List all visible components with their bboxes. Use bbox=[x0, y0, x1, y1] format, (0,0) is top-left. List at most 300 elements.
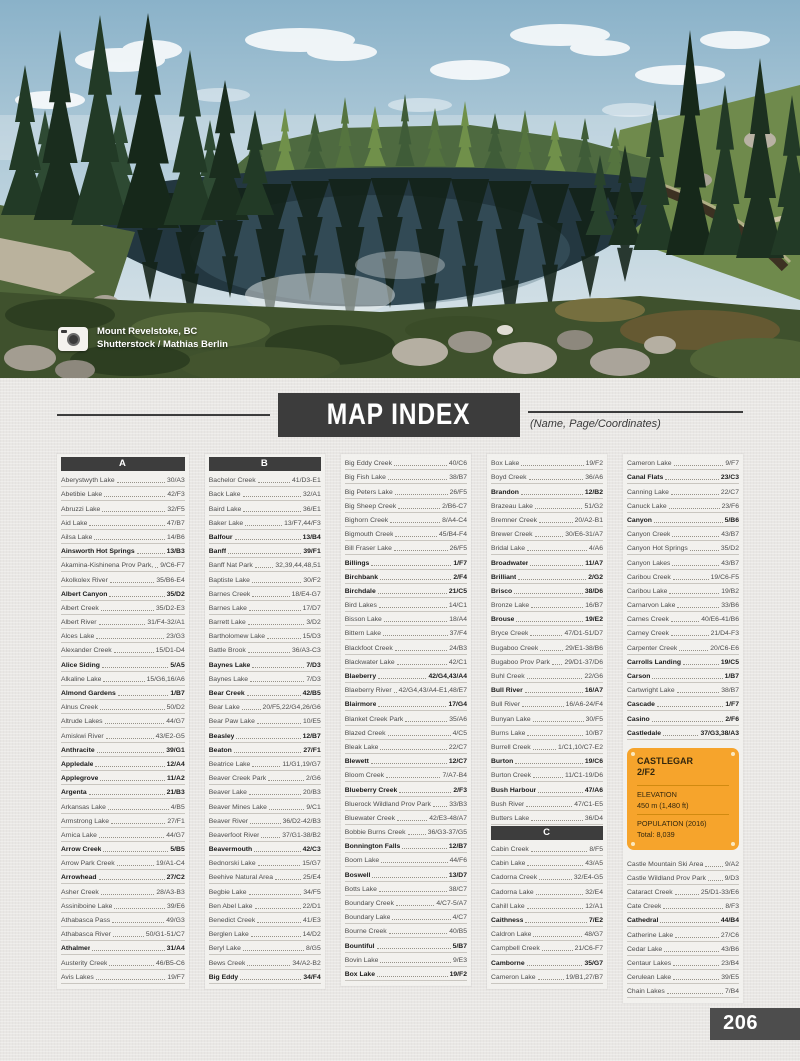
index-entry: Beaver Mines Lake 9/C1 bbox=[209, 799, 321, 813]
dotted-leader bbox=[673, 965, 719, 966]
index-entry: Boswell 13/D7 bbox=[345, 867, 467, 881]
dotted-leader bbox=[515, 763, 583, 764]
dotted-leader bbox=[101, 610, 154, 611]
dotted-leader bbox=[247, 965, 290, 966]
index-entry: Athabasca River 50/G1-51/C7 bbox=[61, 927, 185, 941]
dotted-leader bbox=[522, 706, 564, 707]
index-entry: Aberystwyth Lake 30/A3 bbox=[61, 473, 185, 487]
dotted-leader bbox=[236, 738, 300, 739]
index-entry: Cascade 1/F7 bbox=[627, 697, 739, 711]
index-entry: Bugaboo Creek 29/E1-38/B6 bbox=[491, 640, 603, 654]
dotted-leader bbox=[117, 865, 154, 866]
index-entry: Beatrice Lake 11/G1,19/G7 bbox=[209, 757, 321, 771]
dotted-leader bbox=[257, 723, 301, 724]
index-entry: Banff 39/F1 bbox=[209, 544, 321, 558]
dotted-leader bbox=[379, 891, 447, 892]
index-entry: Carson 1/B7 bbox=[627, 669, 739, 683]
castlegar-name: CASTLEGAR bbox=[637, 755, 693, 766]
dotted-leader bbox=[378, 593, 447, 594]
index-column bbox=[205, 454, 325, 989]
index-entry: Altrude Lakes 44/G7 bbox=[61, 714, 185, 728]
index-entry: Big Eddy Creek 40/C6 bbox=[345, 456, 467, 470]
index-entry: Burrell Creek 1/C1,10/C7-E2 bbox=[491, 740, 603, 754]
dotted-leader bbox=[533, 936, 582, 937]
index-entry: Beaverfoot River 37/G1-38/B2 bbox=[209, 828, 321, 842]
dotted-leader bbox=[531, 820, 583, 821]
index-entry: Beaton 27/F1 bbox=[209, 743, 321, 757]
index-entry: Burton 19/C6 bbox=[491, 754, 603, 768]
dotted-leader bbox=[399, 792, 451, 793]
index-entry: Bryce Creek 47/D1-51/D7 bbox=[491, 626, 603, 640]
dotted-leader bbox=[525, 922, 587, 923]
index-entry: Brouse 19/E2 bbox=[491, 612, 603, 626]
dotted-leader bbox=[371, 763, 447, 764]
index-entry: Carney Creek 21/D4-F3 bbox=[627, 626, 739, 640]
dotted-leader bbox=[243, 950, 304, 951]
dotted-leader bbox=[380, 579, 451, 580]
index-entry: Cate Creek 8/F3 bbox=[627, 899, 739, 913]
letter-header: C bbox=[491, 826, 603, 840]
index-entry: Castle Mountain Ski Area 9/A2 bbox=[627, 856, 739, 870]
index-entry: Albert Creek 35/D2-E3 bbox=[61, 601, 185, 615]
index-entry: Canyon Hot Springs 35/D2 bbox=[627, 541, 739, 555]
index-entry: Canyon Creek 43/B7 bbox=[627, 527, 739, 541]
dotted-leader bbox=[118, 695, 169, 696]
index-entry: Bountiful 5/B7 bbox=[345, 938, 467, 952]
dotted-leader bbox=[155, 567, 158, 568]
index-entry: Box Lake 19/F2 bbox=[491, 456, 603, 470]
dotted-leader bbox=[539, 879, 572, 880]
dotted-leader bbox=[251, 936, 301, 937]
index-entry: Buhl Creek 22/G6 bbox=[491, 669, 603, 683]
index-entry: Bremner Creek 20/A2-B1 bbox=[491, 513, 603, 527]
dotted-leader bbox=[113, 936, 144, 937]
dotted-leader bbox=[114, 652, 154, 653]
dotted-leader bbox=[677, 692, 720, 693]
dotted-leader bbox=[671, 621, 699, 622]
index-entry: Athabasca Pass 49/G3 bbox=[61, 913, 185, 927]
index-entry: Box Lake 19/F2 bbox=[345, 967, 467, 981]
index-entry: Back Lake 32/A1 bbox=[209, 487, 321, 501]
dotted-leader bbox=[675, 937, 719, 938]
dotted-leader bbox=[249, 894, 302, 895]
index-entry: Barnes Lake 17/D7 bbox=[209, 601, 321, 615]
dotted-leader bbox=[255, 567, 274, 568]
index-entry: Cartwright Lake 38/B7 bbox=[627, 683, 739, 697]
index-entry: Assiniboine Lake 39/E6 bbox=[61, 899, 185, 913]
dotted-leader bbox=[394, 550, 448, 551]
dotted-leader bbox=[675, 894, 699, 895]
index-entry: Arrow Creek 5/B5 bbox=[61, 842, 185, 856]
dotted-leader bbox=[679, 650, 708, 651]
index-entry: Brandon 12/B2 bbox=[491, 484, 603, 498]
dotted-leader bbox=[104, 496, 165, 497]
index-entry: Beasley 12/B7 bbox=[209, 728, 321, 742]
index-entry: Broadwater 11/A7 bbox=[491, 555, 603, 569]
index-entry: Beaver Creek Park 2/G6 bbox=[209, 771, 321, 785]
dotted-leader bbox=[94, 539, 165, 540]
dotted-leader bbox=[540, 650, 563, 651]
dotted-leader bbox=[103, 681, 144, 682]
index-entry: Cerulean Lake 39/E5 bbox=[627, 970, 739, 984]
dotted-leader bbox=[527, 735, 583, 736]
index-entry: Aid Lake 47/B7 bbox=[61, 516, 185, 530]
index-entry: Begbie Lake 34/F5 bbox=[209, 884, 321, 898]
index-entry: Caldron Lake 48/G7 bbox=[491, 927, 603, 941]
index-entry: Ailsa Lake 14/B6 bbox=[61, 530, 185, 544]
index-entry: Bull River 16/A6-24/F4 bbox=[491, 697, 603, 711]
population-value: Total: 8,039 bbox=[637, 829, 675, 839]
page-title bbox=[278, 393, 520, 437]
index-entry: Albert River 31/F4-32/A1 bbox=[61, 615, 185, 629]
dotted-leader bbox=[397, 820, 427, 821]
dotted-leader bbox=[533, 777, 563, 778]
index-entry: Alnus Creek 50/D2 bbox=[61, 700, 185, 714]
index-entry: Cadorna Creek 32/E4-G5 bbox=[491, 870, 603, 884]
castlegar-elevation bbox=[637, 786, 729, 814]
dotted-leader bbox=[433, 806, 447, 807]
dotted-leader bbox=[92, 950, 164, 951]
dotted-leader bbox=[538, 979, 564, 980]
index-entry: Bews Creek 34/A2-B2 bbox=[209, 955, 321, 969]
dotted-leader bbox=[405, 721, 447, 722]
dotted-leader bbox=[261, 837, 280, 838]
dotted-leader bbox=[525, 692, 583, 693]
dotted-leader bbox=[671, 494, 719, 495]
index-entry: Alkaline Lake 15/G6,16/A6 bbox=[61, 672, 185, 686]
index-entry: Chain Lakes 7/B4 bbox=[627, 984, 739, 998]
dotted-leader bbox=[395, 494, 448, 495]
dotted-leader bbox=[542, 950, 573, 951]
index-entry: Cameron Lake 9/F7 bbox=[627, 456, 739, 470]
index-entry: Catherine Lake 27/C6 bbox=[627, 927, 739, 941]
dotted-leader bbox=[386, 777, 440, 778]
photo-caption-credit: Shutterstock / Mathias Berlin bbox=[97, 339, 228, 351]
dotted-leader bbox=[674, 465, 724, 466]
index-entry: Bonnington Falls 12/B7 bbox=[345, 839, 467, 853]
dotted-leader bbox=[396, 905, 435, 906]
index-entry: Ben Abel Lake 22/D1 bbox=[209, 899, 321, 913]
dotted-leader bbox=[690, 550, 719, 551]
dotted-leader bbox=[398, 508, 440, 509]
dotted-leader bbox=[552, 664, 563, 665]
dotted-leader bbox=[245, 525, 282, 526]
title-rule-right bbox=[528, 411, 743, 413]
index-entry: Big Peters Lake 26/F5 bbox=[345, 484, 467, 498]
dotted-leader bbox=[255, 908, 301, 909]
index-entry: Bighorn Creek 8/A4-C4 bbox=[345, 513, 467, 527]
page-number: 206 bbox=[710, 1008, 800, 1040]
index-column bbox=[341, 454, 471, 986]
dotted-leader bbox=[371, 565, 451, 566]
dotted-leader bbox=[530, 565, 583, 566]
index-entry: Boundary Creek 4/C7-5/A7 bbox=[345, 896, 467, 910]
index-entry: Abetibie Lake 42/F3 bbox=[61, 487, 185, 501]
index-entry: Ainsworth Hot Springs 13/B3 bbox=[61, 544, 185, 558]
index-entry: Arrow Park Creek 19/A1-C4 bbox=[61, 856, 185, 870]
index-entry: Castle Wildland Prov Park 9/D3 bbox=[627, 871, 739, 885]
dotted-leader bbox=[89, 794, 165, 795]
dotted-leader bbox=[109, 596, 164, 597]
index-entry: Alces Lake 23/G3 bbox=[61, 629, 185, 643]
dotted-leader bbox=[395, 650, 448, 651]
dotted-leader bbox=[99, 624, 146, 625]
index-entry: Cadorna Lake 32/E4 bbox=[491, 884, 603, 898]
index-entry: Caithness 7/E2 bbox=[491, 913, 603, 927]
index-entry: Avis Lakes 19/F7 bbox=[61, 970, 185, 984]
dotted-leader bbox=[109, 965, 154, 966]
index-entry: Blueberry Creek 2/F3 bbox=[345, 782, 467, 796]
dotted-leader bbox=[395, 536, 437, 537]
letter-header: A bbox=[61, 457, 185, 471]
dotted-leader bbox=[671, 635, 709, 636]
dotted-leader bbox=[101, 894, 155, 895]
dotted-leader bbox=[99, 837, 164, 838]
dotted-leader bbox=[372, 877, 446, 878]
dotted-leader bbox=[378, 706, 446, 707]
dotted-leader bbox=[228, 553, 301, 554]
index-entry: Bigmouth Creek 45/B4-F4 bbox=[345, 527, 467, 541]
index-entry: Blewett 12/C7 bbox=[345, 754, 467, 768]
dotted-leader bbox=[100, 780, 165, 781]
index-entry: Abruzzi Lake 32/F5 bbox=[61, 501, 185, 515]
dotted-leader bbox=[243, 496, 301, 497]
dotted-leader bbox=[240, 979, 301, 980]
dotted-leader bbox=[103, 851, 168, 852]
index-entry: Bush River 47/C1-E5 bbox=[491, 797, 603, 811]
index-entry: Balfour 13/B4 bbox=[209, 530, 321, 544]
index-entry: Boundary Lake 4/C7 bbox=[345, 910, 467, 924]
index-entry: Butters Lake 36/D4 bbox=[491, 811, 603, 825]
dotted-leader bbox=[660, 922, 719, 923]
photo-caption bbox=[58, 326, 228, 352]
dotted-leader bbox=[705, 866, 723, 867]
index-entry: Bloom Creek 7/A7-B4 bbox=[345, 768, 467, 782]
dotted-leader bbox=[402, 848, 447, 849]
index-entry: Bobbie Burns Creek 36/G3-37/G5 bbox=[345, 825, 467, 839]
index-entry: Alexander Creek 15/D1-D4 bbox=[61, 643, 185, 657]
index-entry: Blackfoot Creek 24/B3 bbox=[345, 640, 467, 654]
dotted-leader bbox=[664, 951, 719, 952]
dotted-leader bbox=[99, 879, 165, 880]
dotted-leader bbox=[250, 681, 304, 682]
dotted-leader bbox=[250, 823, 281, 824]
corner-dot bbox=[631, 842, 635, 846]
camera-icon bbox=[58, 327, 88, 351]
index-entry: Bluewater Creek 42/E3-48/A7 bbox=[345, 811, 467, 825]
index-entry: Bill Fraser Lake 26/F5 bbox=[345, 541, 467, 555]
dotted-leader bbox=[249, 610, 301, 611]
dotted-leader bbox=[657, 706, 723, 707]
index-entry: Berglen Lake 14/D2 bbox=[209, 927, 321, 941]
dotted-leader bbox=[252, 766, 280, 767]
dotted-leader bbox=[539, 522, 573, 523]
index-entry: Arrowhead 27/C2 bbox=[61, 870, 185, 884]
dotted-leader bbox=[242, 709, 261, 710]
dotted-leader bbox=[652, 721, 724, 722]
index-entry: Caribou Creek 19/C6-F5 bbox=[627, 570, 739, 584]
index-entry: Blaeberry 42/G4,43/A4 bbox=[345, 669, 467, 683]
dotted-leader bbox=[234, 752, 302, 753]
dotted-leader bbox=[254, 851, 300, 852]
dotted-leader bbox=[527, 908, 584, 909]
index-entry: Canuck Lake 23/F6 bbox=[627, 499, 739, 513]
index-entry: Botts Lake 38/C7 bbox=[345, 882, 467, 896]
dotted-leader bbox=[669, 508, 720, 509]
index-entry: Appledale 12/A4 bbox=[61, 757, 185, 771]
dotted-leader bbox=[673, 579, 709, 580]
index-entry: Benedict Creek 41/E3 bbox=[209, 913, 321, 927]
elevation-label: ELEVATION bbox=[637, 790, 677, 800]
index-entry: Beavermouth 42/C3 bbox=[209, 842, 321, 856]
index-entry: Birchdale 21/C5 bbox=[345, 584, 467, 598]
index-entry: Blazed Creek 4/C5 bbox=[345, 726, 467, 740]
dotted-leader bbox=[535, 508, 583, 509]
index-entry: Carrolls Landing 19/C5 bbox=[627, 655, 739, 669]
hero-photo-illustration bbox=[0, 0, 800, 378]
dotted-leader bbox=[95, 766, 164, 767]
index-entry: Carnes Creek 40/E6-41/B6 bbox=[627, 612, 739, 626]
index-column bbox=[487, 454, 607, 989]
index-entry: Arnica Lake 44/G7 bbox=[61, 828, 185, 842]
dotted-leader bbox=[663, 908, 723, 909]
index-entry: Baptiste Lake 30/F2 bbox=[209, 572, 321, 586]
dotted-leader bbox=[397, 664, 447, 665]
dotted-leader bbox=[252, 667, 304, 668]
index-entry: Banff Nat Park 32,39,44,48,51 bbox=[209, 558, 321, 572]
map-index bbox=[57, 454, 743, 1003]
castlegar-header bbox=[637, 756, 729, 786]
castlegar-population bbox=[637, 814, 729, 843]
index-entry: Anthracite 39/G1 bbox=[61, 743, 185, 757]
index-entry: Bird Lakes 14/C1 bbox=[345, 598, 467, 612]
dotted-leader bbox=[708, 880, 723, 881]
dotted-leader bbox=[521, 494, 583, 495]
index-entry: Baird Lake 36/E1 bbox=[209, 501, 321, 515]
index-entry: Battle Brook 36/A3-C3 bbox=[209, 643, 321, 657]
dotted-leader bbox=[137, 553, 165, 554]
index-entry: Big Eddy 34/F4 bbox=[209, 970, 321, 984]
corner-dot bbox=[631, 752, 635, 756]
corner-dot bbox=[731, 752, 735, 756]
dotted-leader bbox=[527, 678, 583, 679]
dotted-leader bbox=[538, 792, 583, 793]
dotted-leader bbox=[388, 735, 451, 736]
dotted-leader bbox=[106, 738, 154, 739]
dotted-leader bbox=[96, 638, 164, 639]
index-entry: Cabin Lake 43/A5 bbox=[491, 856, 603, 870]
index-entry: Almond Gardens 1/B7 bbox=[61, 686, 185, 700]
index-entry: Carnarvon Lake 33/B6 bbox=[627, 598, 739, 612]
index-entry: Bugaboo Prov Park 29/D1-37/D6 bbox=[491, 655, 603, 669]
index-entry: Baynes Lake 7/D3 bbox=[209, 672, 321, 686]
index-entry: Bronze Lake 16/B7 bbox=[491, 598, 603, 612]
index-entry: Boom Lake 44/F6 bbox=[345, 853, 467, 867]
elevation-value: 450 m (1,480 ft) bbox=[637, 800, 689, 810]
dotted-leader bbox=[258, 865, 301, 866]
dotted-leader bbox=[526, 806, 572, 807]
index-entry: Burton Creek 11/C1-19/D6 bbox=[491, 768, 603, 782]
dotted-leader bbox=[111, 823, 165, 824]
corner-dot bbox=[731, 842, 735, 846]
index-entry: Bear Creek 42/B5 bbox=[209, 686, 321, 700]
index-entry: Big Sheep Creek 2/B6-C7 bbox=[345, 499, 467, 513]
dotted-leader bbox=[379, 607, 447, 608]
dotted-leader bbox=[243, 511, 301, 512]
index-entry: Bisson Lake 18/A4 bbox=[345, 612, 467, 626]
castlegar-highlight-box bbox=[627, 748, 739, 851]
dotted-leader bbox=[102, 667, 168, 668]
dotted-leader bbox=[114, 908, 165, 909]
dotted-leader bbox=[531, 607, 583, 608]
dotted-leader bbox=[673, 979, 719, 980]
index-entry: Bluerock Wildland Prov Park 33/B3 bbox=[345, 797, 467, 811]
index-entry: Bridal Lake 4/A6 bbox=[491, 541, 603, 555]
dotted-leader bbox=[530, 635, 562, 636]
hero-photo bbox=[0, 0, 800, 378]
dotted-leader bbox=[529, 479, 584, 480]
dotted-leader bbox=[672, 565, 719, 566]
index-entry: Asher Creek 28/A3-B3 bbox=[61, 884, 185, 898]
index-entry: Akamina-Kishinena Prov Park, 9/C6-F7 bbox=[61, 558, 185, 572]
index-entry: Campbell Creek 21/C6-F7 bbox=[491, 941, 603, 955]
dotted-leader bbox=[377, 948, 451, 949]
index-entry: Barrett Lake 3/D2 bbox=[209, 615, 321, 629]
dotted-leader bbox=[527, 965, 583, 966]
dotted-leader bbox=[108, 809, 169, 810]
index-entry: Bourne Creek 40/B5 bbox=[345, 924, 467, 938]
index-entry: Bachelor Creek 41/D3-E1 bbox=[209, 473, 321, 487]
index-entry: Brisco 38/D6 bbox=[491, 584, 603, 598]
index-entry: Blackwater Lake 42/C1 bbox=[345, 655, 467, 669]
dotted-leader bbox=[258, 482, 290, 483]
dotted-leader bbox=[381, 862, 447, 863]
dotted-leader bbox=[516, 621, 583, 622]
dotted-leader bbox=[89, 525, 165, 526]
index-entry: Casino 2/F6 bbox=[627, 711, 739, 725]
index-entry: Blairmore 17/G4 bbox=[345, 697, 467, 711]
dotted-leader bbox=[249, 794, 301, 795]
index-entry: Beaver Lake 20/B3 bbox=[209, 785, 321, 799]
index-entry: Applegrove 11/A2 bbox=[61, 771, 185, 785]
index-entry: Arkansas Lake 4/B5 bbox=[61, 799, 185, 813]
index-entry: Centaur Lakes 23/B4 bbox=[627, 956, 739, 970]
dotted-leader bbox=[102, 511, 165, 512]
index-entry: Carpenter Creek 20/C6-E6 bbox=[627, 640, 739, 654]
dotted-leader bbox=[112, 922, 164, 923]
dotted-leader bbox=[667, 993, 723, 994]
index-entry: Burns Lake 10/B7 bbox=[491, 726, 603, 740]
dotted-leader bbox=[235, 539, 301, 540]
index-entry: Birchbank 2/F4 bbox=[345, 570, 467, 584]
dotted-leader bbox=[105, 723, 165, 724]
index-entry: Bear Lake 20/F5,22/G4,26/G6 bbox=[209, 700, 321, 714]
index-column bbox=[623, 454, 743, 1003]
index-entry: Bittern Lake 37/F4 bbox=[345, 626, 467, 640]
index-column bbox=[57, 454, 189, 989]
index-entry: Cedar Lake 43/B6 bbox=[627, 942, 739, 956]
photo-caption-location: Mount Revelstoke, BC bbox=[97, 326, 198, 338]
dotted-leader bbox=[527, 550, 587, 551]
index-entry: Barnes Creek 18/E4-G7 bbox=[209, 587, 321, 601]
dotted-leader bbox=[268, 780, 304, 781]
dotted-leader bbox=[665, 479, 719, 480]
index-entry: Albert Canyon 35/D2 bbox=[61, 587, 185, 601]
dotted-leader bbox=[97, 752, 165, 753]
index-entry: Bednorski Lake 15/G7 bbox=[209, 856, 321, 870]
dotted-leader bbox=[683, 664, 719, 665]
dotted-leader bbox=[514, 593, 583, 594]
